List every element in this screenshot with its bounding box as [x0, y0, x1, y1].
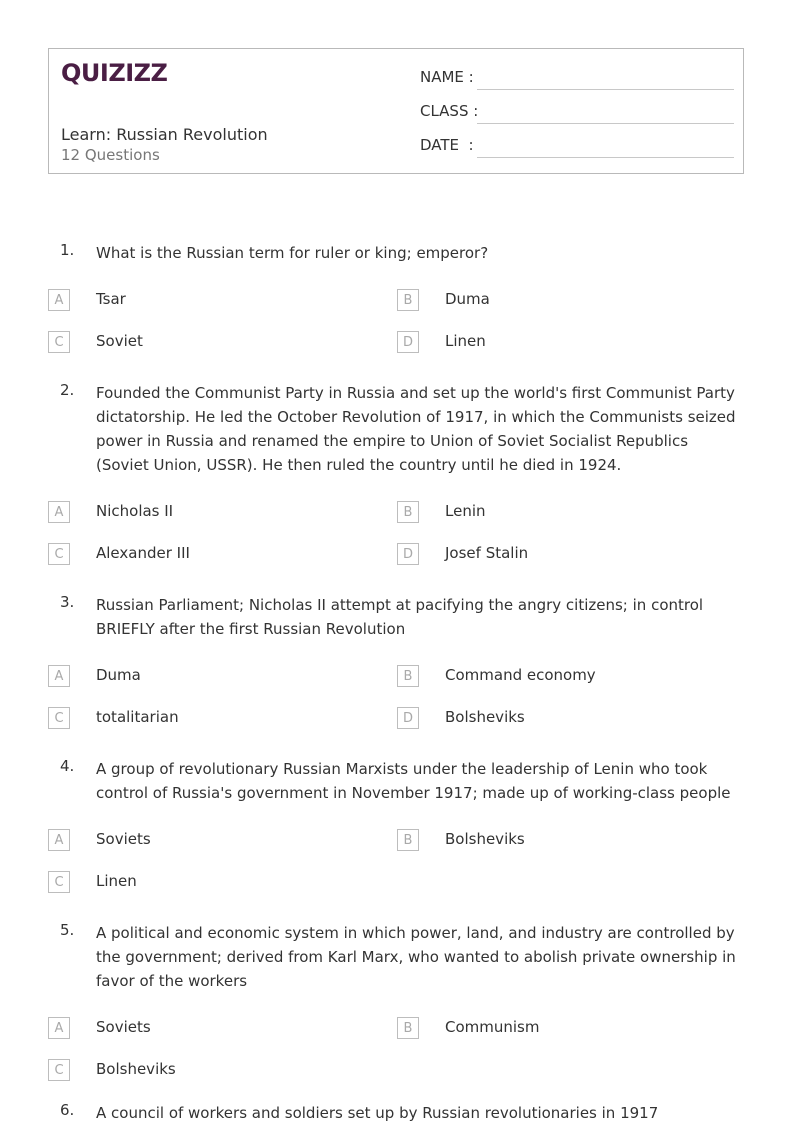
- option-letter: B: [397, 829, 419, 851]
- question-number: 3.: [60, 593, 75, 611]
- worksheet-header: [48, 48, 744, 174]
- date-line[interactable]: [477, 157, 734, 158]
- option-letter: C: [48, 707, 70, 729]
- question-text: A council of workers and soldiers set up by Russian revolutionaries in 1917: [96, 1104, 659, 1122]
- date-label: DATE :: [420, 136, 474, 154]
- worksheet-title: Learn: Russian Revolution: [61, 125, 268, 144]
- option-letter: A: [48, 665, 70, 687]
- question-number: 5.: [60, 921, 75, 939]
- option-letter: A: [48, 501, 70, 523]
- option-text: Linen: [445, 332, 486, 350]
- class-line[interactable]: [477, 123, 734, 124]
- option-text: totalitarian: [96, 708, 179, 726]
- option-text: Command economy: [445, 666, 596, 684]
- date-field: [420, 136, 734, 160]
- option-letter: C: [48, 1059, 70, 1081]
- option-letter: C: [48, 331, 70, 353]
- question-number: 1.: [60, 241, 75, 259]
- question-text: A political and economic system in which power, land, and industry are controlled by the government; derived from Karl Marx, who wanted to abolish private ownership in favor of the workers: [96, 924, 736, 990]
- option-text: Josef Stalin: [445, 544, 529, 562]
- option-letter: A: [48, 829, 70, 851]
- question-text: A group of revolutionary Russian Marxists under the leadership of Lenin who took control of Russia's government in November 1917; made up of working-class people: [96, 760, 731, 802]
- class-label: CLASS :: [420, 102, 479, 120]
- option-text: Alexander III: [96, 544, 190, 562]
- option-text: Duma: [445, 290, 490, 308]
- question-number: 6.: [60, 1101, 75, 1119]
- question-text: Russian Parliament; Nicholas II attempt at pacifying the angry citizens; in control BRIEFLY after the first Russian Revolution: [96, 596, 704, 638]
- name-line[interactable]: [477, 89, 734, 90]
- option-text: Communism: [445, 1018, 540, 1036]
- option-letter: D: [397, 707, 419, 729]
- option-text: Lenin: [445, 502, 486, 520]
- option-letter: B: [397, 289, 419, 311]
- question-6: [60, 1101, 744, 1123]
- option-text: Nicholas II: [96, 502, 174, 520]
- option-letter: B: [397, 501, 419, 523]
- option-text: Soviets: [96, 1018, 151, 1036]
- option-text: Soviet: [96, 332, 143, 350]
- option-letter: C: [48, 543, 70, 565]
- option-text: Tsar: [96, 290, 126, 308]
- option-text: Duma: [96, 666, 141, 684]
- question-count: 12 Questions: [61, 146, 160, 164]
- option-letter: D: [397, 543, 419, 565]
- option-letter: A: [48, 289, 70, 311]
- option-text: Bolsheviks: [96, 1060, 176, 1078]
- question-number: 2.: [60, 381, 75, 399]
- option-text: Bolsheviks: [445, 708, 525, 726]
- quizizz-logo: QUIZIZZ: [61, 59, 168, 87]
- option-letter: B: [397, 665, 419, 687]
- question-text: Founded the Communist Party in Russia and set up the world's first Communist Party dictatorship. He led the October Revolution of 1917, in which the Communists seized power in Russia and renamed the empire to Union of Soviet Socialist Republics (Soviet Union, USSR). He then ruled the country until he died in 1924.: [96, 384, 736, 474]
- name-field: [420, 68, 734, 92]
- option-text: Linen: [96, 872, 137, 890]
- question-number: 4.: [60, 757, 75, 775]
- option-text: Bolsheviks: [445, 830, 525, 848]
- question-text: What is the Russian term for ruler or king; emperor?: [96, 244, 489, 262]
- option-text: Soviets: [96, 830, 151, 848]
- class-field: [420, 102, 734, 126]
- option-letter: C: [48, 871, 70, 893]
- option-letter: D: [397, 331, 419, 353]
- name-label: NAME :: [420, 68, 474, 86]
- option-letter: B: [397, 1017, 419, 1039]
- option-letter: A: [48, 1017, 70, 1039]
